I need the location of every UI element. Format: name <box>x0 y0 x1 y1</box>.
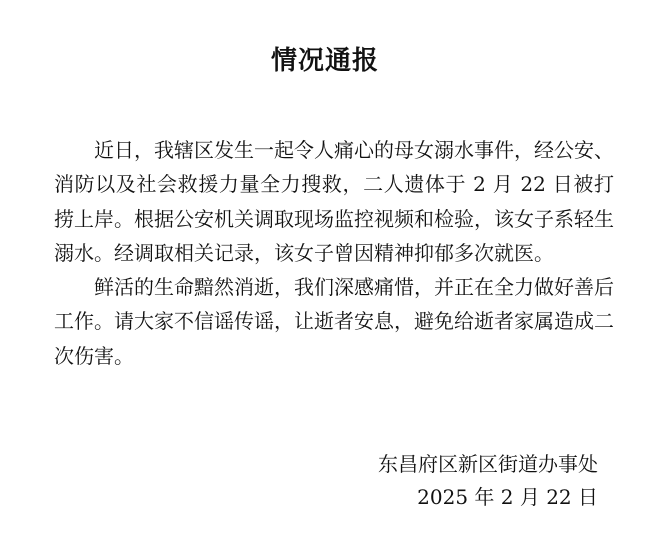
body-paragraph-1: 近日，我辖区发生一起令人痛心的母女溺水事件，经公安、消防以及社会救援力量全力搜救，二人遗体于 2 月 22 日被打捞上岸。根据公安机关调取现场监控视频和检验，该女子系轻生溺水。经调取相关记录，该女子曾因精神抑郁多次就医。 <box>54 138 614 265</box>
document-body <box>54 133 614 373</box>
body-paragraph-2: 鲜活的生命黯然消逝，我们深感痛惜，并正在全力做好善后工作。请大家不信谣传谣，让逝者安息，避免给逝者家属造成二次伤害。 <box>54 275 614 368</box>
signature-organization: 东昌府区新区街道办事处 <box>378 452 598 476</box>
document-title: 情况通报 <box>270 46 379 76</box>
signature-date: 2025 年 2 月 22 日 <box>417 485 598 509</box>
